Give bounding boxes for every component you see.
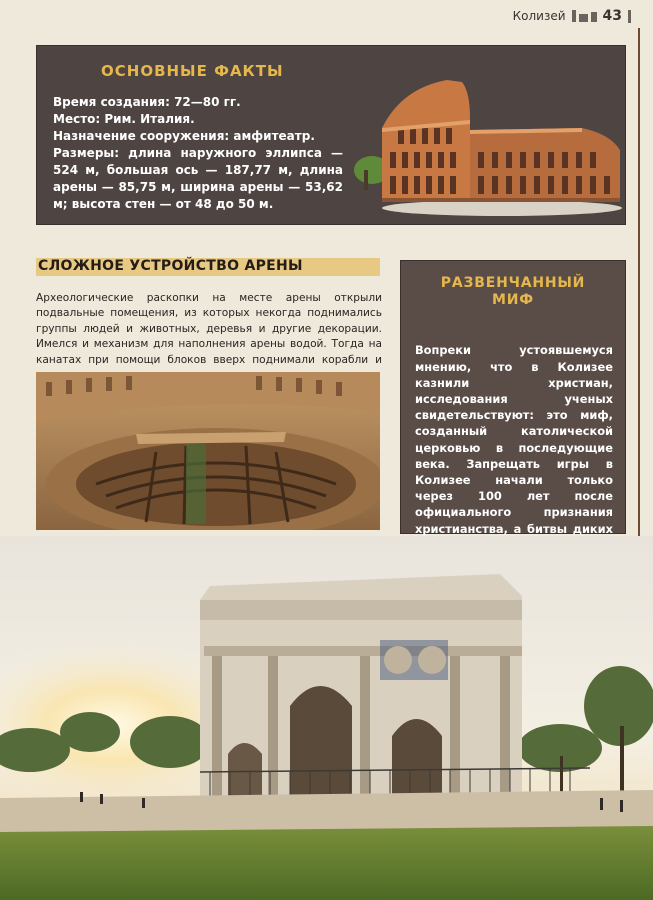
myth-title-line2: МИФ — [492, 292, 534, 308]
temple-icon — [579, 14, 588, 22]
colosseum-illustration — [342, 58, 622, 218]
facts-title: ОСНОВНЫЕ ФАКТЫ — [101, 62, 284, 80]
myth-title-line1: РАЗВЕНЧАННЫЙ — [440, 275, 586, 291]
debunked-myth-box — [401, 261, 625, 536]
arena-heading — [36, 258, 380, 276]
arena-photo — [36, 372, 380, 530]
arch-of-constantine-photo — [0, 536, 653, 900]
obelisk-icon — [628, 10, 631, 23]
facts-list — [53, 94, 343, 213]
tower-icon — [572, 10, 576, 22]
arena-description: Археологические раскопки на месте арены открыли подвальные помещения, из которых некогда поднимались группы людей и животных, деревья и другие декорации. Имелся и механизм для наполнения арены водой. Тогда на канатах при помощи блоков вверх поднимали корабли и — [36, 291, 382, 366]
page-number: 43 — [602, 8, 622, 24]
section-title: Колизей — [512, 9, 566, 23]
myth-title — [401, 275, 625, 309]
arch-icon — [591, 12, 597, 22]
page-header — [513, 6, 631, 26]
basic-facts-box — [37, 46, 625, 224]
myth-text: Вопреки устоявшемуся мнению, что в Колизее казнили христиан, исследования ученых свидетельствуют: это миф, созданный католической церковью в последующие века. Запрещать игры в Колизее начали только через 100 лет после официального признания христианства, а битвы диких — [415, 343, 613, 536]
fact-dimensions: Размеры: длина наружного эллипса — 524 м, большая ось — 187,77 м, длина арены — 85,75 м, ширина арены — 53,62 м; высота стен — от 48 до 50 м. — [53, 146, 343, 211]
landmark-icons — [572, 10, 597, 22]
fact-place: Место: Рим. Италия. — [53, 112, 195, 126]
fact-purpose: Назначение сооружения: амфитеатр. — [53, 129, 315, 143]
fact-date: Время создания: 72—80 гг. — [53, 95, 241, 109]
arena-heading-text: СЛОЖНОЕ УСТРОЙСТВО АРЕНЫ — [38, 258, 303, 274]
